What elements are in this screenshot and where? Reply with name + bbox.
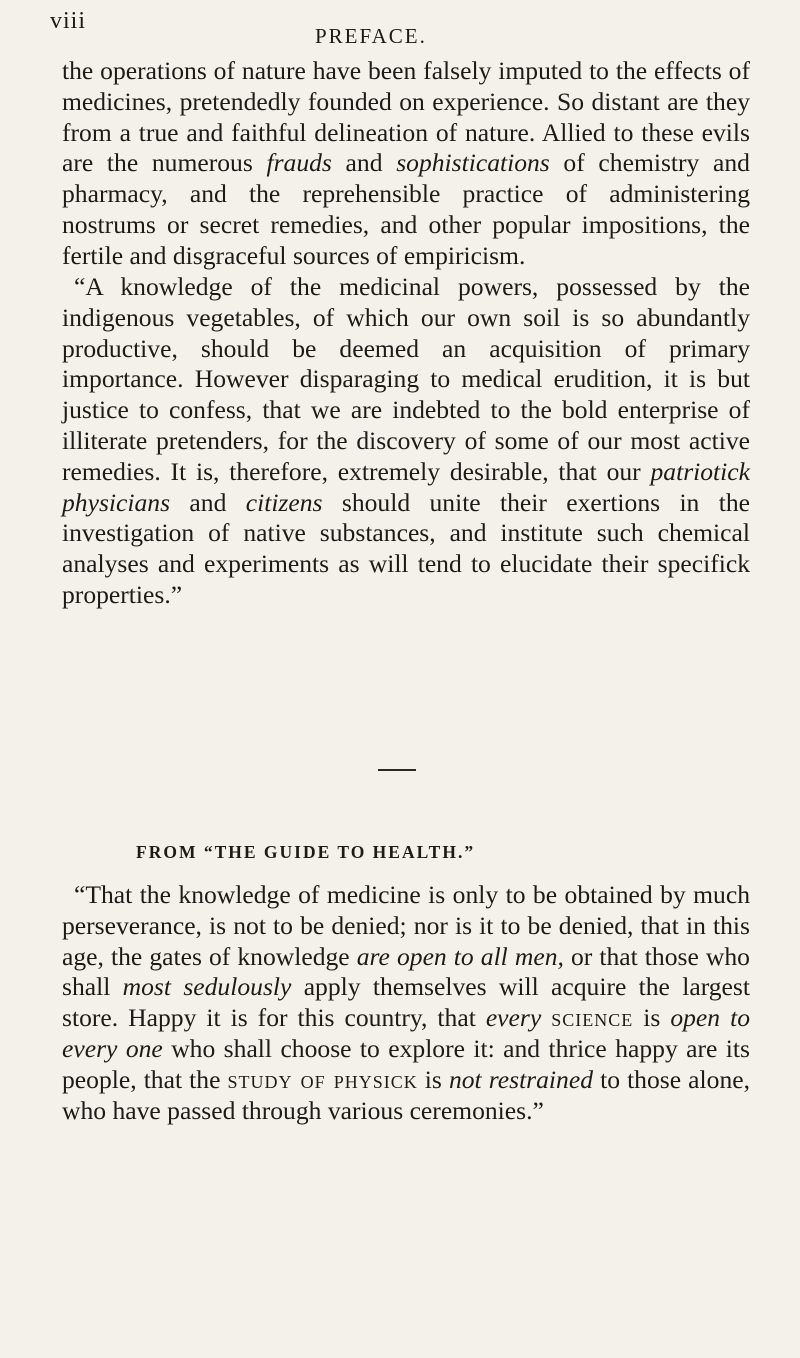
quoted-paragraph (62, 272, 750, 611)
text-run: is (633, 1003, 671, 1033)
text-run: the operations of nature have been falsely imputed to the effects of medicines, pretendedly founded on experience. So distant are they from a true and faithful delineation of nature. Allied to these evils are the numerous (62, 56, 750, 178)
section-heading: FROM “THE GUIDE TO HEALTH.” (136, 842, 476, 862)
running-head (50, 8, 760, 48)
section-divider (378, 769, 416, 771)
page-number: viii (50, 8, 87, 34)
italic-run: are open to all men, (356, 941, 564, 971)
text-run: is (417, 1064, 449, 1094)
text-run: “A knowledge of the medicinal powers, possessed by the indigenous vegetables, of which our own soil is so abundantly productive, should be deemed an acquisition of primary importance. However disparaging to medical erudition, it is but justice to confess, that we are indebted to the bold enterprise of illiterate pretenders, for the discovery of some of our most active remedies. It is, therefore, extremely desirable, that our (62, 272, 750, 486)
running-title: PREFACE. (315, 24, 427, 48)
text-run: should unite their exertions in the investigation of native substances, and institute such chemical analyses and experiments as will tend to elucidate their specifick properties.” (62, 487, 750, 609)
text-run: of chemistry and pharmacy, and the reprehensible practice of administering nostrums or secret remedies, and other popular impositions, the fertile and disgraceful sources of empiricism. (62, 148, 750, 270)
text-run: who shall choose to explore it: and thrice happy are its people, that the (62, 1033, 750, 1094)
text-run: “That the knowledge of medicine is only to be obtained by much perseverance, is not to be denied; nor is it to be denied, that in this age, the gates of knowledge (62, 880, 750, 971)
text-run: apply themselves will acquire the largest store. Happy it is for this country, that (62, 972, 750, 1033)
italic-run: patriotick physicians (62, 456, 750, 517)
italic-run: not restrained (448, 1064, 593, 1094)
italic-run: frauds (266, 148, 332, 178)
italic-run: most sedulously (122, 972, 292, 1002)
italic-run: citizens (245, 487, 323, 517)
quoted-paragraph-guide (62, 880, 750, 1126)
italic-run: open to every one (62, 1003, 750, 1063)
small-caps-run: study of physick (227, 1064, 418, 1094)
italic-run: every (485, 1003, 542, 1033)
text-run: and (331, 148, 397, 178)
text-run: and (170, 487, 246, 517)
text-run: to those alone, who have passed through various ceremonies.” (62, 1064, 750, 1125)
small-caps-run: science (551, 1003, 634, 1033)
paragraph-continued (62, 56, 750, 272)
text-run: or that those who shall (62, 941, 750, 1002)
italic-run: sophistications (396, 148, 550, 178)
